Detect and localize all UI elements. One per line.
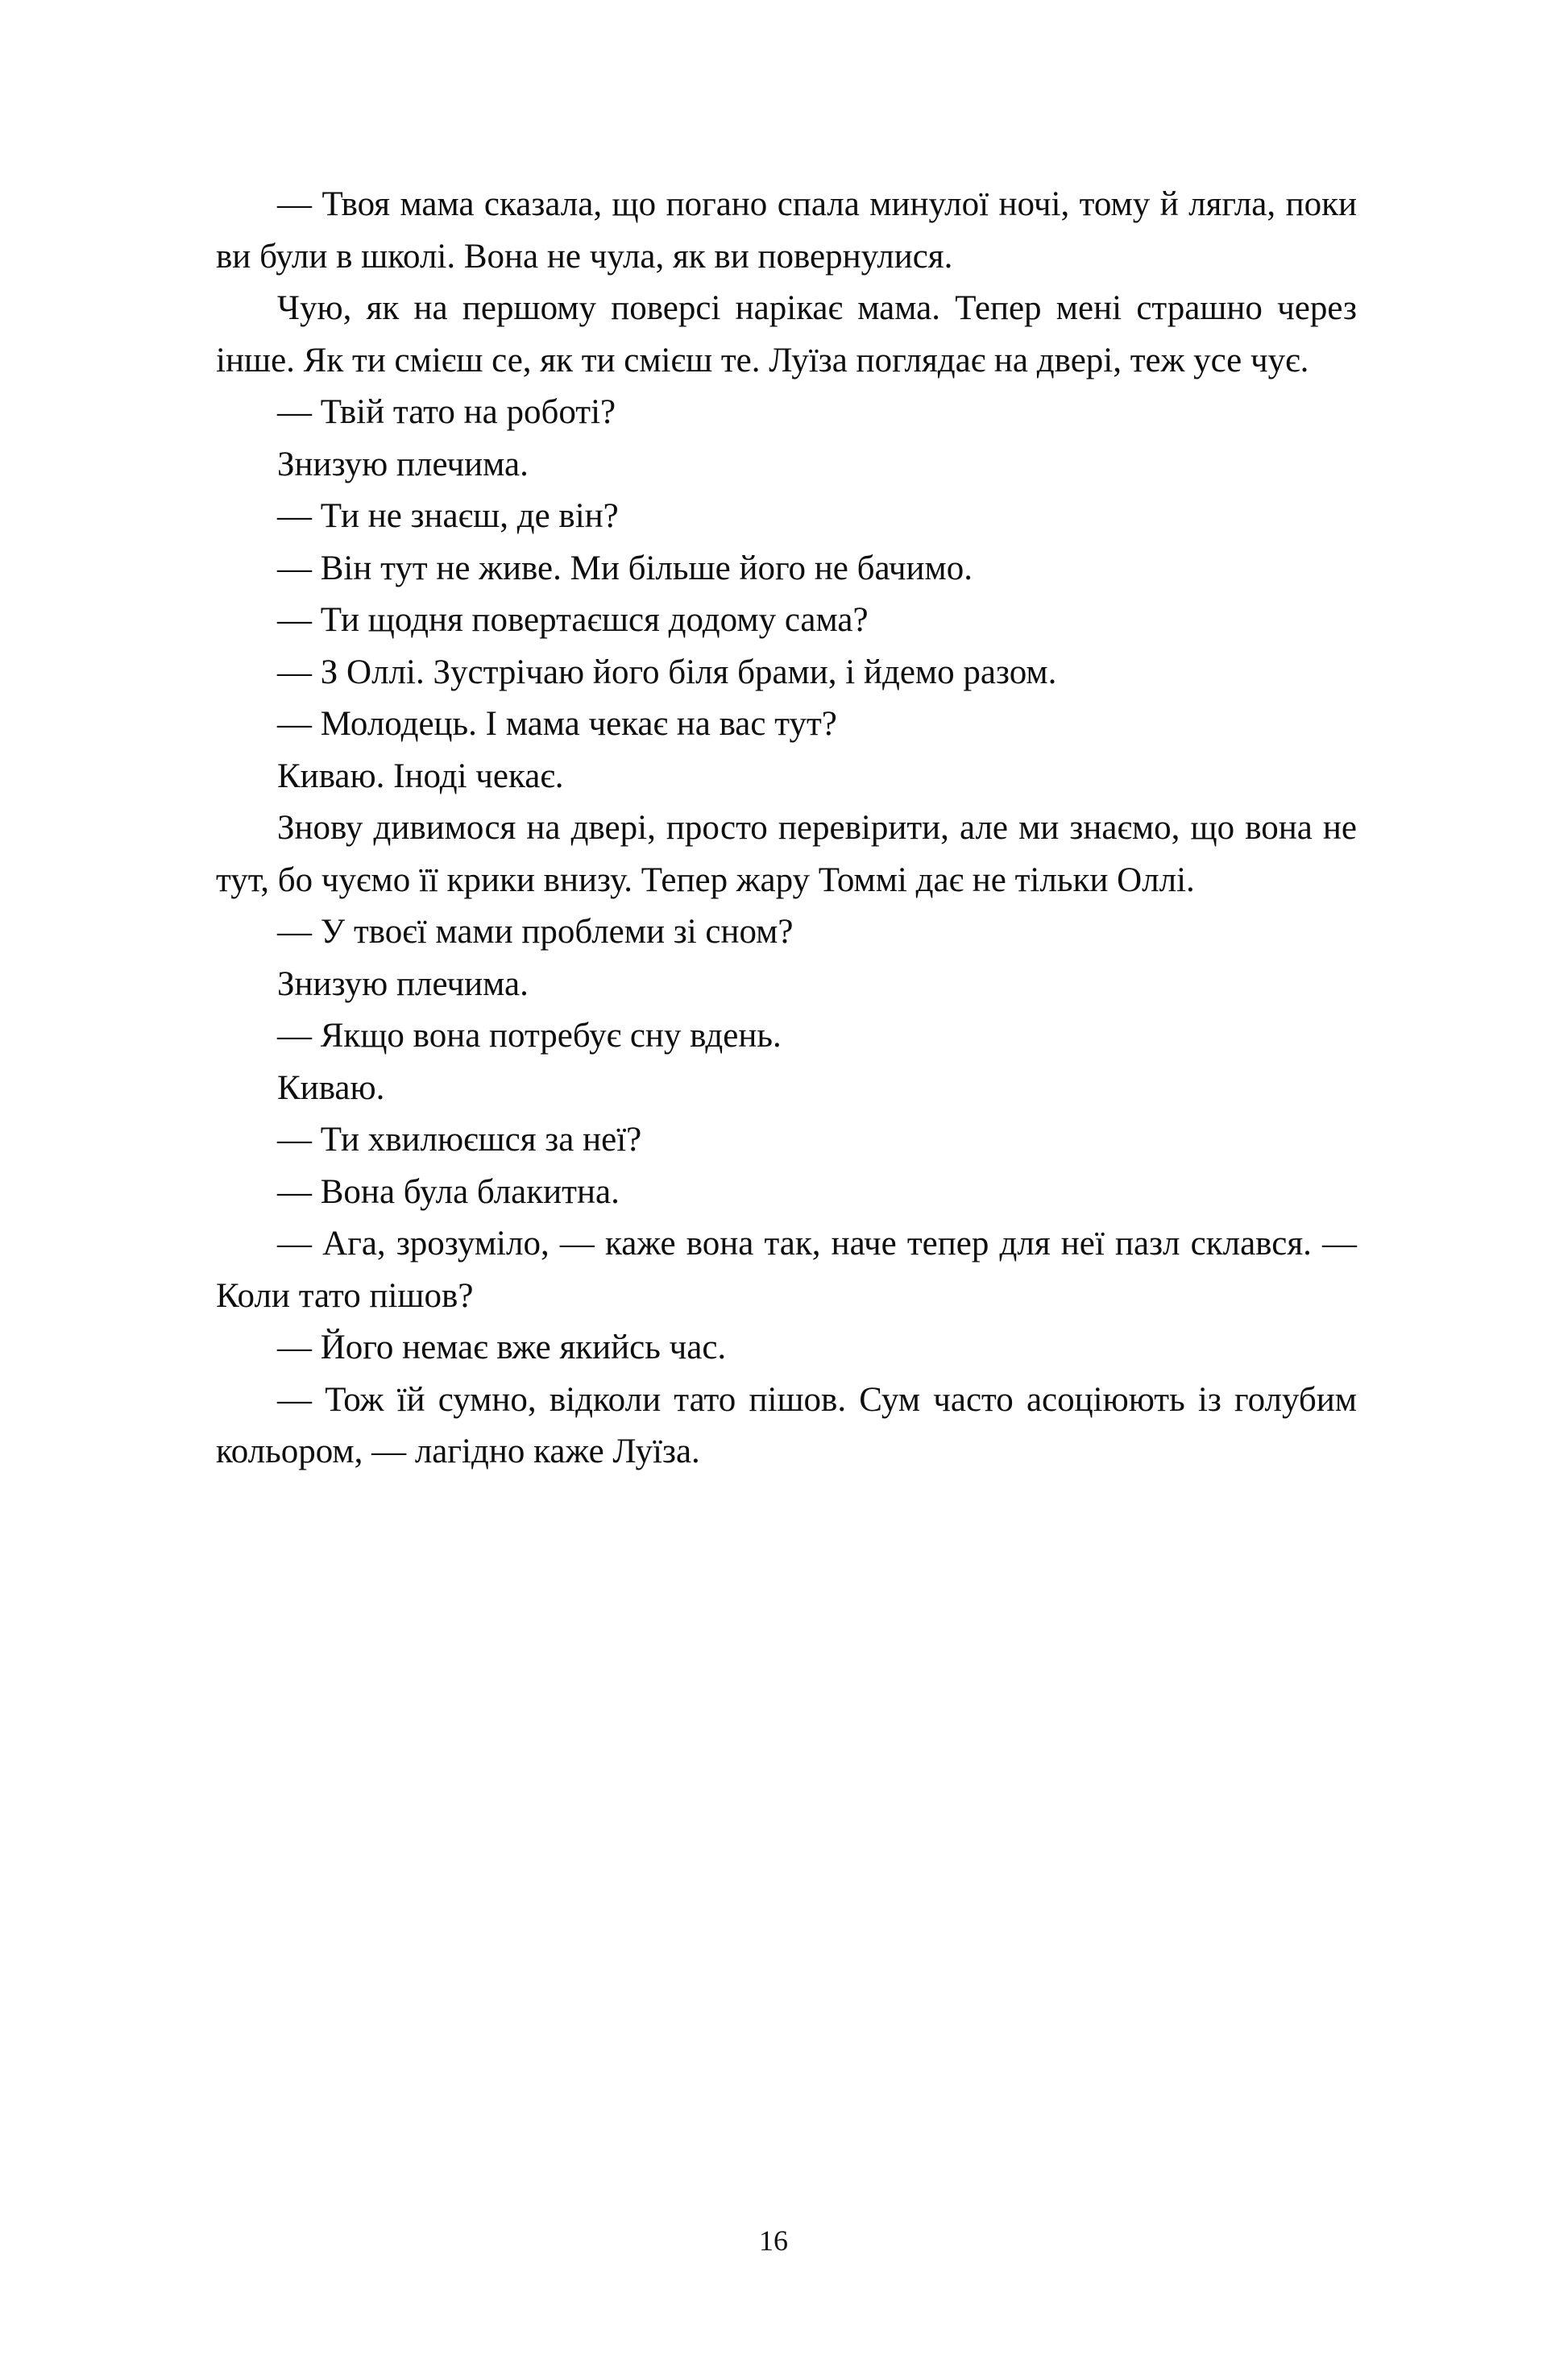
paragraph: Киваю. Іноді чекає. bbox=[277, 757, 564, 795]
paragraph: — Ага, зрозуміло, — каже вона так, наче тепер для неї пазл склався. — Коли тато пішов? bbox=[216, 1225, 1357, 1315]
paragraph: Знову дивимося на двері, просто перевірити, але ми знаємо, що вона не тут, бо чуємо її крики внизу. Тепер жару Томмі дає не тільки Оллі. bbox=[216, 809, 1357, 899]
paragraph: — Ти хвилюєшся за неї? bbox=[277, 1121, 642, 1159]
paragraph: — У твоєї мами проблеми зі сном? bbox=[277, 913, 794, 951]
page-number: 16 bbox=[759, 2225, 788, 2257]
paragraph: Знизую плечима. bbox=[277, 964, 529, 1003]
paragraph: Знизую плечима. bbox=[277, 445, 529, 483]
paragraph: — Якщо вона потребує сну вдень. bbox=[277, 1017, 782, 1055]
paragraph: — Твій тато на роботі? bbox=[277, 393, 616, 431]
paragraph: — Його немає вже якийсь час. bbox=[277, 1329, 727, 1366]
paragraph: — Вона була блакитна. bbox=[277, 1172, 620, 1211]
paragraph: Киваю. bbox=[277, 1068, 385, 1107]
paragraph: — Ти щодня повертаєшся додому сама? bbox=[277, 601, 869, 639]
paragraph: — Твоя мама сказала, що погано спала минулої ночі, тому й лягла, поки ви були в школі. Вона не чула, як ви повернулися. bbox=[216, 185, 1357, 276]
paragraph: — Він тут не живе. Ми більше його не бачимо. bbox=[277, 549, 973, 587]
paragraph: — Тож їй сумно, відколи тато пішов. Сум часто асоціюють із голубим кольором, — лагідно каже Луїза. bbox=[216, 1380, 1357, 1470]
paragraph: Чую, як на першому поверсі нарікає мама. Тепер мені страшно через інше. Як ти смієш се, як ти смієш те. Луїза поглядає на двері, теж усе чує. bbox=[216, 289, 1357, 379]
paragraph: — З Оллі. Зустрічаю його біля брами, і йдемо разом. bbox=[277, 653, 1057, 691]
paragraph: — Молодець. І мама чекає на вас тут? bbox=[277, 705, 837, 743]
page-body-text bbox=[216, 179, 1357, 1478]
paragraph: — Ти не знаєш, де він? bbox=[277, 497, 619, 535]
